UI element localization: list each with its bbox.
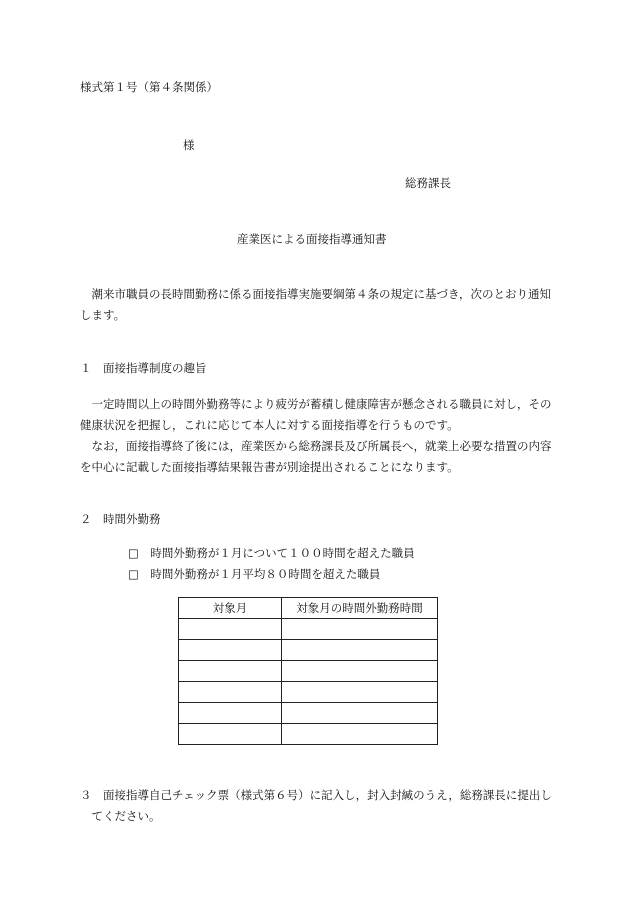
- table-row: [179, 619, 438, 640]
- intro-paragraph: 潮来市職員の長時間勤務に係る面接指導実施要綱第４条の規定に基づき，次のとおり通知します。: [80, 287, 552, 322]
- month-cell[interactable]: [179, 619, 282, 640]
- month-cell[interactable]: [179, 661, 282, 682]
- hours-cell[interactable]: [282, 724, 438, 745]
- col-header-month: 対象月: [179, 598, 282, 619]
- option-checkbox-80h[interactable]: □ 時間外勤務が１月平均８０時間を超えた職員: [128, 567, 381, 581]
- table-row: [179, 682, 438, 703]
- hours-cell[interactable]: [282, 619, 438, 640]
- table-row: [179, 661, 438, 682]
- hours-cell[interactable]: [282, 703, 438, 724]
- sender: 総務課長: [405, 176, 451, 190]
- section2-heading: ２ 時間外勤務: [80, 512, 161, 526]
- table-header-row: [179, 598, 438, 619]
- table-row: [179, 640, 438, 661]
- section3-text: ３ 面接指導自己チェック票（様式第６号）に記入し，封入封緘のうえ，総務課長に提出してください。: [80, 788, 552, 823]
- section1-paragraph-1: 一定時間以上の時間外勤務等により疲労が蓄積し健康障害が懸念される職員に対し，その健康状況を把握し，これに応じて本人に対する面接指導を行うものです。: [80, 397, 552, 432]
- month-cell[interactable]: [179, 724, 282, 745]
- form-number: 様式第１号（第４条関係）: [80, 80, 218, 94]
- overtime-table: [178, 597, 438, 745]
- hours-cell[interactable]: [282, 661, 438, 682]
- table-row: [179, 703, 438, 724]
- option-checkbox-100h[interactable]: □ 時間外勤務が１月について１００時間を超えた職員: [128, 546, 415, 560]
- hours-cell[interactable]: [282, 682, 438, 703]
- col-header-hours: 対象月の時間外勤務時間: [282, 598, 438, 619]
- hours-cell[interactable]: [282, 640, 438, 661]
- document-title: 産業医による面接指導通知書: [237, 232, 387, 246]
- addressee-suffix: 様: [183, 138, 195, 152]
- month-cell[interactable]: [179, 682, 282, 703]
- month-cell[interactable]: [179, 640, 282, 661]
- month-cell[interactable]: [179, 703, 282, 724]
- section1-heading: １ 面接指導制度の趣旨: [80, 361, 207, 375]
- section1-paragraph-2: なお，面接指導終了後には，産業医から総務課長及び所属長へ，就業上必要な措置の内容を中心に記載した面接指導結果報告書が別途提出されることになります。: [80, 439, 552, 474]
- table-row: [179, 724, 438, 745]
